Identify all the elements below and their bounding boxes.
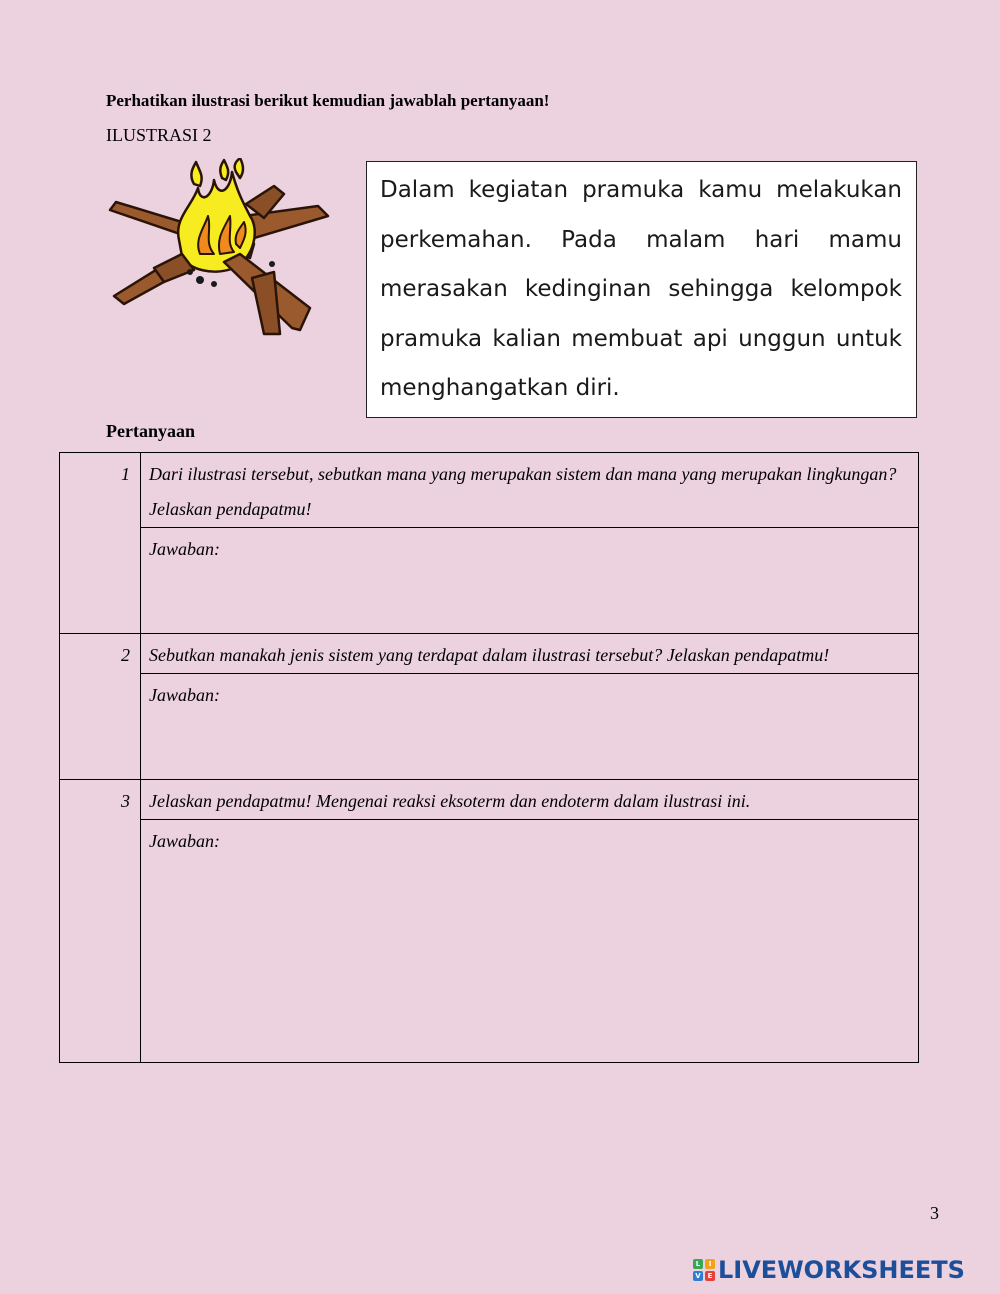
question-text: Sebutkan manakah jenis sistem yang terdapat dalam ilustrasi tersebut? Jelaskan pendapatmu! (141, 634, 919, 674)
instruction-text: Perhatikan ilustrasi berikut kemudian jawablah pertanyaan! (106, 91, 550, 110)
questions-table (59, 452, 919, 1063)
answer-row (60, 674, 919, 780)
page-number: 3 (930, 1203, 939, 1223)
question-number: 1 (60, 453, 141, 634)
answer-label: Jawaban: (149, 685, 220, 705)
logo-tile: I (705, 1259, 715, 1269)
logo-tile: L (693, 1259, 703, 1269)
question-row (60, 453, 919, 528)
illustration-label: ILUSTRASI 2 (106, 125, 212, 145)
liveworksheets-logo (693, 1256, 965, 1284)
answer-field[interactable] (141, 528, 919, 634)
logo-tiles (693, 1259, 715, 1281)
question-number: 2 (60, 634, 141, 780)
question-number: 3 (60, 780, 141, 1063)
question-text: Dari ilustrasi tersebut, sebutkan mana yang merupakan sistem dan mana yang merupakan lingkungan? Jelaskan pendapatmu! (141, 453, 919, 528)
story-box: Dalam kegiatan pramuka kamu melakukan perkemahan. Pada malam hari mamu merasakan kedinginan sehingga kelompok pramuka kalian membuat api unggun untuk menghangatkan diri. (366, 161, 917, 418)
logo-tile: V (693, 1271, 703, 1281)
logo-tile: E (705, 1271, 715, 1281)
answer-field[interactable] (141, 674, 919, 780)
questions-heading: Pertanyaan (106, 421, 195, 441)
campfire-illustration (104, 158, 334, 338)
question-row (60, 780, 919, 820)
logo-text: LIVEWORKSHEETS (718, 1256, 965, 1284)
answer-row (60, 820, 919, 1063)
answer-label: Jawaban: (149, 831, 220, 851)
question-row (60, 634, 919, 674)
answer-row (60, 528, 919, 634)
answer-label: Jawaban: (149, 539, 220, 559)
answer-field[interactable] (141, 820, 919, 1063)
question-text: Jelaskan pendapatmu! Mengenai reaksi eksoterm dan endoterm dalam ilustrasi ini. (141, 780, 919, 820)
